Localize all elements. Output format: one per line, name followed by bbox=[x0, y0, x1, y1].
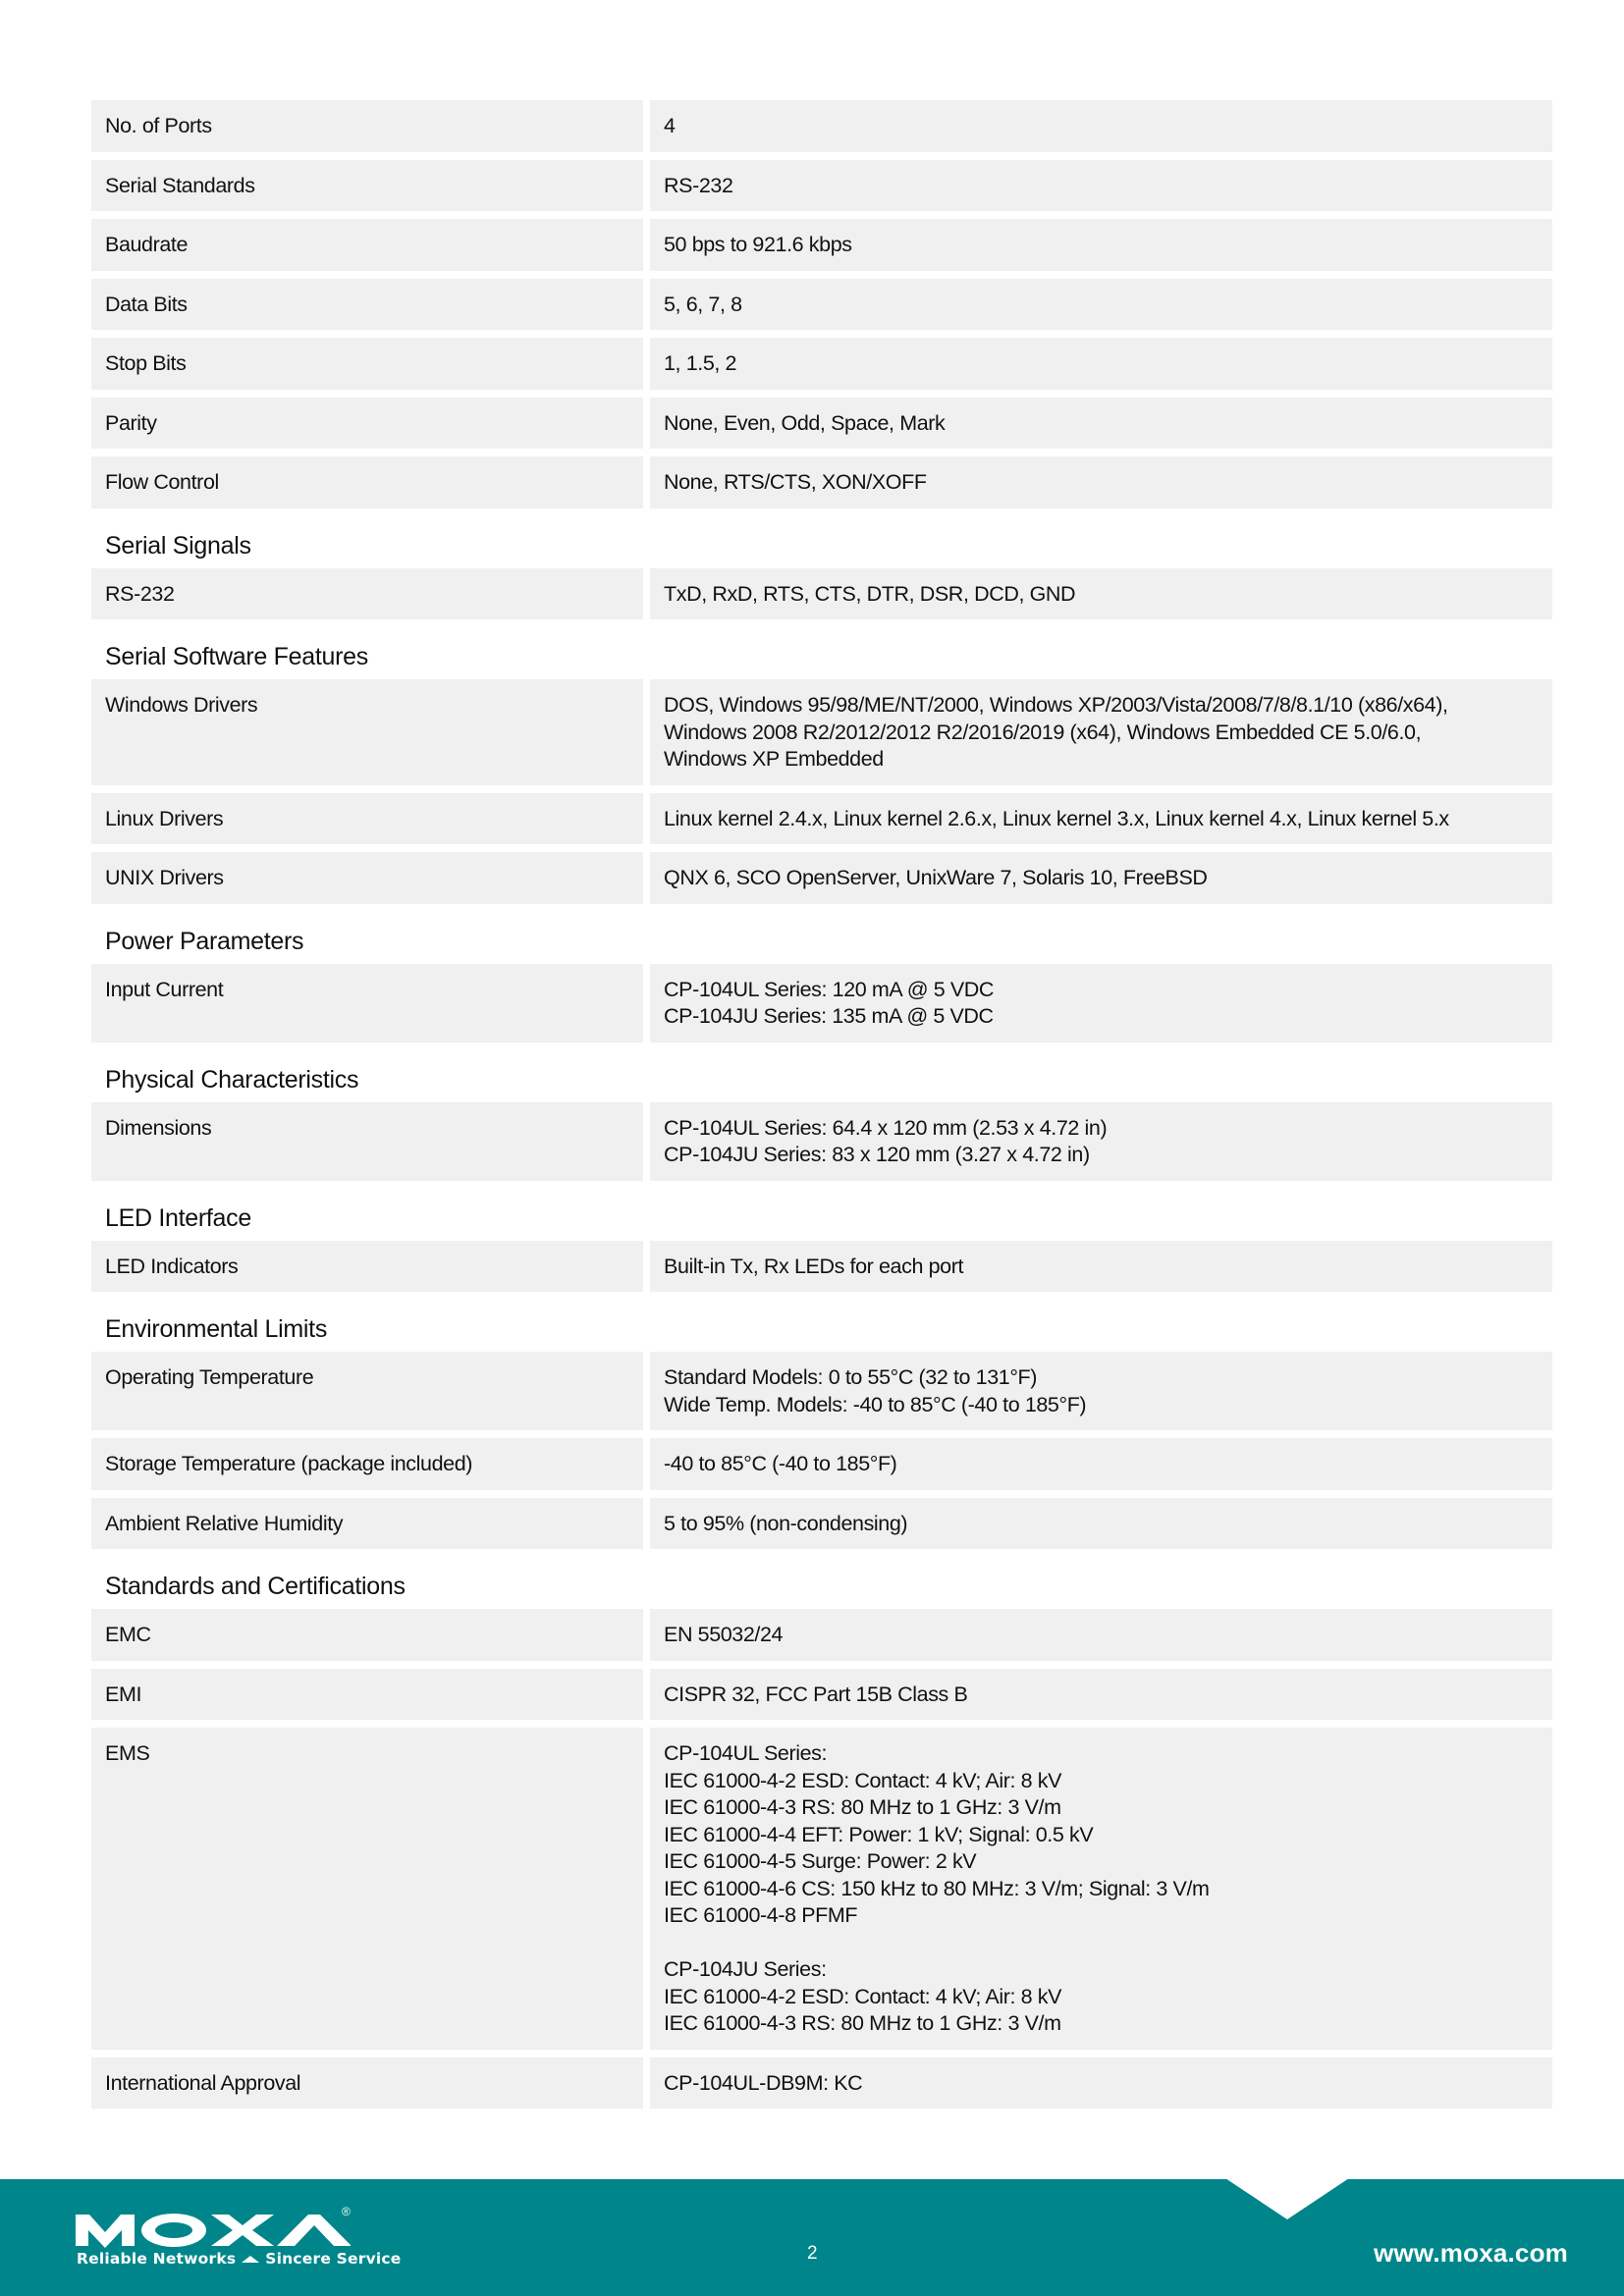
section-title: Environmental Limits bbox=[105, 1315, 328, 1343]
spec-row bbox=[91, 1498, 1552, 1550]
spec-value: Standard Models: 0 to 55°C (32 to 131°F) Wide Temp. Models: -40 to 85°C (-40 to 185°F) bbox=[650, 1352, 1552, 1430]
spec-table bbox=[91, 100, 1552, 2109]
spec-row bbox=[91, 568, 1552, 620]
spec-value: 50 bps to 921.6 kbps bbox=[650, 219, 1552, 271]
spec-label: Data Bits bbox=[91, 279, 643, 331]
spec-value: None, Even, Odd, Space, Mark bbox=[650, 398, 1552, 450]
section-title: Serial Software Features bbox=[105, 643, 368, 670]
spec-row bbox=[91, 964, 1552, 1042]
spec-row bbox=[91, 852, 1552, 904]
triangle-icon bbox=[242, 2256, 259, 2263]
website-link[interactable]: www.moxa.com bbox=[1374, 2238, 1568, 2268]
tagline bbox=[77, 2250, 402, 2268]
spec-row bbox=[91, 219, 1552, 271]
spec-label: Ambient Relative Humidity bbox=[91, 1498, 643, 1550]
spec-section bbox=[91, 1042, 1552, 1181]
spec-label: Dimensions bbox=[91, 1102, 643, 1181]
registered-mark: ® bbox=[342, 2205, 351, 2218]
spec-value: TxD, RxD, RTS, CTS, DTR, DSR, DCD, GND bbox=[650, 568, 1552, 620]
section-title: Power Parameters bbox=[105, 927, 304, 955]
spec-label: EMS bbox=[91, 1728, 643, 2050]
spec-label: Stop Bits bbox=[91, 338, 643, 390]
spec-row bbox=[91, 1609, 1552, 1661]
spec-label: UNIX Drivers bbox=[91, 852, 643, 904]
spec-row bbox=[91, 160, 1552, 212]
spec-label: Storage Temperature (package included) bbox=[91, 1438, 643, 1490]
spec-label: No. of Ports bbox=[91, 100, 643, 152]
spec-label: Flow Control bbox=[91, 456, 643, 508]
spec-value: EN 55032/24 bbox=[650, 1609, 1552, 1661]
spec-row bbox=[91, 456, 1552, 508]
spec-row bbox=[91, 1669, 1552, 1721]
spec-row bbox=[91, 1352, 1552, 1430]
spec-value: CP-104UL Series: IEC 61000-4-2 ESD: Contact: 4 kV; Air: 8 kV IEC 61000-4-3 RS: 80 MHz to 1 GHz: 3 V/m IEC 61000-4-4 EFT: Power: 1 kV; Signal: 0.5 kV IEC 61000-4-5 Surge: Power: 2 kV IEC 61000-4-6 CS: 150 kHz to 80 MHz: 3 V/m; Signal: 3 V/m IEC 61000-4-8 PFMF CP-104JU Series: IEC 61000-4-2 ESD: Contact: 4 kV; Air: 8 kV IEC 61000-4-3 RS: 80 MHz to 1 GHz: 3 V/m bbox=[650, 1728, 1552, 2050]
spec-value: Built-in Tx, Rx LEDs for each port bbox=[650, 1241, 1552, 1293]
spec-label: Operating Temperature bbox=[91, 1352, 643, 1430]
spec-value: DOS, Windows 95/98/ME/NT/2000, Windows XP/2003/Vista/2008/7/8/8.1/10 (x86/x64), Windows 2008 R2/2012/2012 R2/2016/2019 (x64), Windows Embedded CE 5.0/6.0, Windows XP Embedded bbox=[650, 679, 1552, 785]
spec-value: 5, 6, 7, 8 bbox=[650, 279, 1552, 331]
spec-section bbox=[91, 1181, 1552, 1293]
spec-value: RS-232 bbox=[650, 160, 1552, 212]
spec-row bbox=[91, 793, 1552, 845]
spec-label: Input Current bbox=[91, 964, 643, 1042]
spec-section bbox=[91, 1292, 1552, 1549]
spec-row bbox=[91, 279, 1552, 331]
spec-row bbox=[91, 2057, 1552, 2109]
spec-value: CP-104UL-DB9M: KC bbox=[650, 2057, 1552, 2109]
spec-value: Linux kernel 2.4.x, Linux kernel 2.6.x, Linux kernel 3.x, Linux kernel 4.x, Linux kernel 5.x bbox=[650, 793, 1552, 845]
spec-label: International Approval bbox=[91, 2057, 643, 2109]
spec-value: None, RTS/CTS, XON/XOFF bbox=[650, 456, 1552, 508]
spec-label: Linux Drivers bbox=[91, 793, 643, 845]
spec-value: CISPR 32, FCC Part 15B Class B bbox=[650, 1669, 1552, 1721]
spec-row bbox=[91, 398, 1552, 450]
spec-value: CP-104UL Series: 120 mA @ 5 VDC CP-104JU Series: 135 mA @ 5 VDC bbox=[650, 964, 1552, 1042]
spec-value: CP-104UL Series: 64.4 x 120 mm (2.53 x 4.72 in) CP-104JU Series: 83 x 120 mm (3.27 x 4.72 in) bbox=[650, 1102, 1552, 1181]
spec-row bbox=[91, 100, 1552, 152]
spec-section bbox=[91, 100, 1552, 508]
spec-row bbox=[91, 1438, 1552, 1490]
spec-section bbox=[91, 619, 1552, 904]
spec-value: 5 to 95% (non-condensing) bbox=[650, 1498, 1552, 1550]
spec-value: QNX 6, SCO OpenServer, UnixWare 7, Solaris 10, FreeBSD bbox=[650, 852, 1552, 904]
moxa-logo-icon bbox=[76, 2205, 351, 2279]
page-number: 2 bbox=[807, 2243, 818, 2264]
spec-value: -40 to 85°C (-40 to 185°F) bbox=[650, 1438, 1552, 1490]
spec-label: RS-232 bbox=[91, 568, 643, 620]
spec-row bbox=[91, 1102, 1552, 1181]
spec-label: LED Indicators bbox=[91, 1241, 643, 1293]
spec-row bbox=[91, 679, 1552, 785]
spec-label: EMI bbox=[91, 1669, 643, 1721]
section-title: Serial Signals bbox=[105, 531, 251, 560]
spec-section bbox=[91, 1549, 1552, 2109]
moxa-wordmark bbox=[76, 2211, 351, 2250]
spec-label: Windows Drivers bbox=[91, 679, 643, 785]
spec-row bbox=[91, 1728, 1552, 2050]
spec-label: Parity bbox=[91, 398, 643, 450]
section-title: Standards and Certifications bbox=[105, 1573, 406, 1600]
spec-value: 4 bbox=[650, 100, 1552, 152]
spec-row bbox=[91, 338, 1552, 390]
spec-label: EMC bbox=[91, 1609, 643, 1661]
section-title: Physical Characteristics bbox=[105, 1065, 359, 1094]
tagline-left: Reliable Networks bbox=[77, 2250, 237, 2268]
spec-value: 1, 1.5, 2 bbox=[650, 338, 1552, 390]
tagline-right: Sincere Service bbox=[265, 2250, 402, 2268]
spec-label: Baudrate bbox=[91, 219, 643, 271]
section-title: LED Interface bbox=[105, 1203, 251, 1232]
spec-section bbox=[91, 904, 1552, 1042]
footer-notch bbox=[1225, 2178, 1349, 2219]
spec-section bbox=[91, 508, 1552, 620]
spec-row bbox=[91, 1241, 1552, 1293]
spec-label: Serial Standards bbox=[91, 160, 643, 212]
